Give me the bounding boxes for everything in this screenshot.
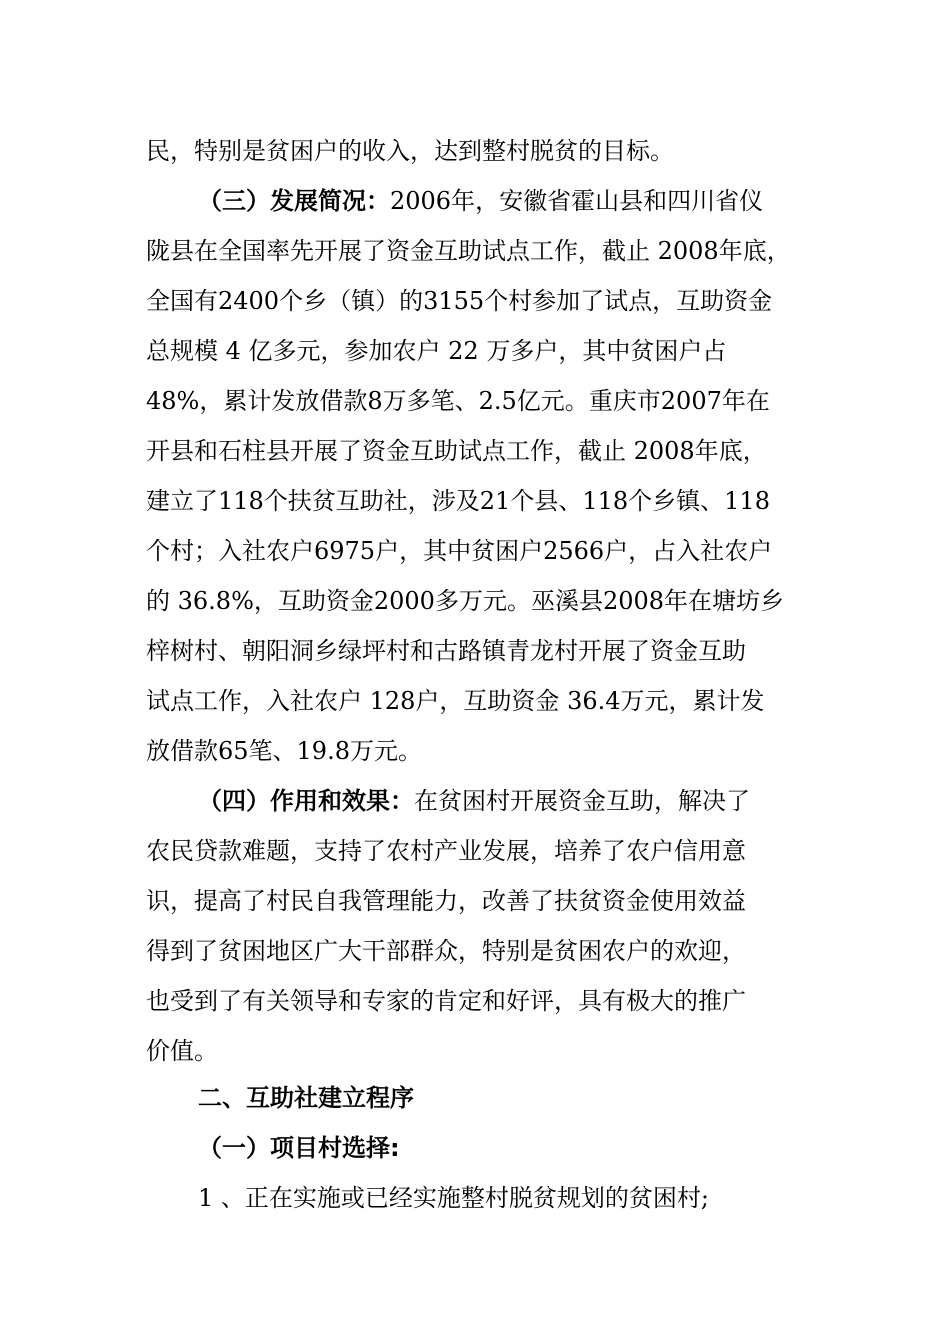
paragraph-line [146, 585, 826, 617]
line-text: 48%，累计发放借款8万多笔、2.5亿元。重庆市2007年在 [146, 387, 770, 415]
paragraph-line [146, 885, 826, 917]
line-text: 农民贷款难题，支持了农村产业发展，培养了农户信用意 [146, 837, 746, 865]
line-text: 的 36.8%，互助资金2000多万元。巫溪县2008年在塘坊乡 [146, 587, 785, 615]
paragraph-line [146, 535, 826, 567]
line-text: 2006年，安徽省霍山县和四川省仪 [390, 187, 764, 215]
paragraph-line [146, 285, 826, 317]
paragraph-line [146, 485, 826, 517]
line-text: 识，提高了村民自我管理能力，改善了扶贫资金使用效益 [146, 887, 746, 915]
line-text: 开县和石柱县开展了资金互助试点工作，截止 2008年底， [146, 437, 767, 465]
paragraph-line [146, 735, 826, 767]
line-text: 全国有2400个乡（镇）的3155个村参加了试点，互助资金 [146, 287, 773, 315]
section-heading: 二、互助社建立程序 [198, 1084, 414, 1112]
paragraph-line [146, 635, 826, 667]
paragraph-line [146, 435, 826, 467]
paragraph-line [198, 785, 826, 817]
subsection-heading: （一）项目村选择: [198, 1134, 400, 1162]
paragraph-line [146, 235, 826, 267]
line-text: 总规模 4 亿多元，参加农户 22 万多户，其中贫困户占 [146, 337, 727, 365]
paragraph-line [146, 135, 826, 167]
paragraph-line [146, 385, 826, 417]
line-text: 试点工作，入社农户 128户，互助资金 36.4万元，累计发 [146, 687, 765, 715]
line-text: 陇县在全国率先开展了资金互助试点工作，截止 2008年底， [146, 237, 791, 265]
paragraph-line [146, 985, 826, 1017]
line-text: 放借款65笔、19.8万元。 [146, 737, 422, 765]
line-text: 价值。 [146, 1037, 218, 1065]
line-text: 得到了贫困地区广大干部群众，特别是贫困农户的欢迎， [146, 937, 746, 965]
line-text: 个村；入社农户6975户，其中贫困户2566户，占入社农户 [146, 537, 773, 565]
paragraph-line [146, 835, 826, 867]
paragraph-line [146, 935, 826, 967]
line-text: 在贫困村开展资金互助，解决了 [414, 787, 750, 815]
paragraph-line [146, 335, 826, 367]
paragraph-line [198, 185, 826, 217]
line-text: 梓树村、朝阳洞乡绿坪村和古路镇青龙村开展了资金互助 [146, 637, 746, 665]
inline-heading: （三）发展简况： [198, 187, 390, 215]
inline-heading: （四）作用和效果： [198, 787, 414, 815]
line-text: 建立了118个扶贫互助社，涉及21个县、118个乡镇、118 [146, 487, 770, 515]
line-text: 也受到了有关领导和专家的肯定和好评，具有极大的推广 [146, 987, 746, 1015]
paragraph-line [146, 1035, 826, 1067]
line-text: 民，特别是贫困户的收入，达到整村脱贫的目标。 [146, 137, 674, 165]
list-item: 1 、正在实施或已经实施整村脱贫规划的贫困村; [198, 1184, 709, 1212]
paragraph-line [146, 685, 826, 717]
